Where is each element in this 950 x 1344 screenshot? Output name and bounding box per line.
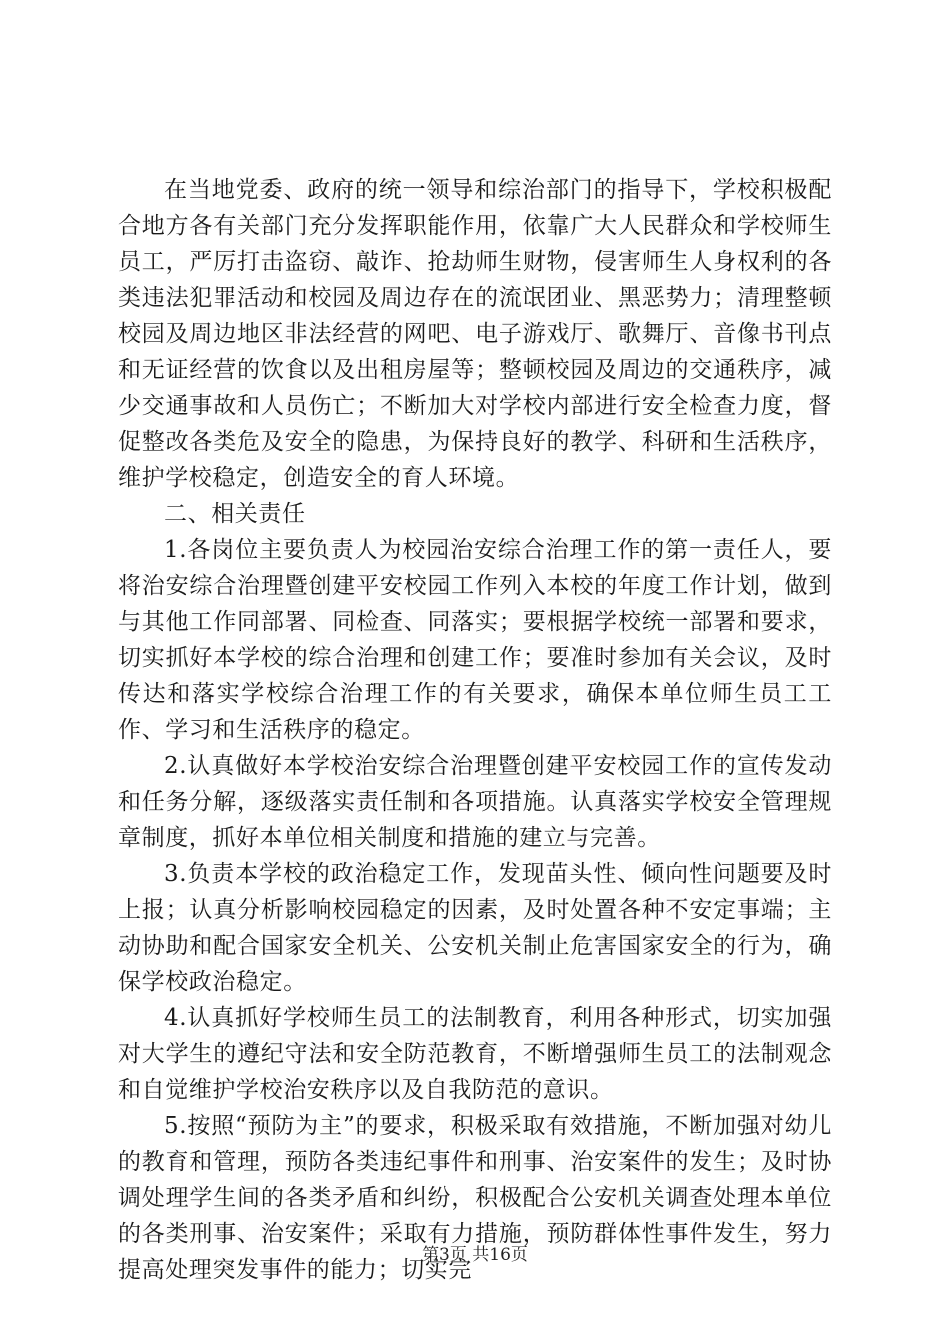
- body-paragraph: 1.各岗位主要负责人为校园治安综合治理工作的第一责任人，要将治安综合治理暨创建平安校园工作列入本校的年度工作计划，做到与其他工作同部署、同检查、同落实；要根据学校统一部署和要求，切实抓好本学校的综合治理和创建工作；要准时参加有关会议，及时传达和落实学校综合治理工作的有关要求，确保本单位师生员工工作、学习和生活秩序的稳定。: [118, 537, 832, 743]
- body-paragraph: 在当地党委、政府的统一领导和综治部门的指导下，学校积极配合地方各有关部门充分发挥职能作用，依靠广大人民群众和学校师生员工，严厉打击盗窃、敲诈、抢劫师生财物，侵害师生人身权利的各类违法犯罪活动和校园及周边存在的流氓团业、黑恶势力；清理整顿校园及周边地区非法经营的网吧、电子游戏厅、歌舞厅、音像书刊点和无证经营的饮食以及出租房屋等；整顿校园及周边的交通秩序，减少交通事故和人员伤亡；不断加大对学校内部进行安全检查力度，督促整改各类危及安全的隐患，为保持良好的教学、科研和生活秩序，维护学校稳定，创造安全的育人环境。: [118, 177, 832, 491]
- body-paragraph: 4.认真抓好学校师生员工的法制教育，利用各种形式，切实加强对大学生的遵纪守法和安全防范教育，不断增强师生员工的法制观念和自觉维护学校治安秩序以及自我防范的意识。: [118, 1005, 832, 1103]
- section-heading: 二、相关责任: [164, 501, 306, 527]
- page-number-footer: 第3页 共16页: [422, 1245, 528, 1265]
- body-paragraph: 2.认真做好本学校治安综合治理暨创建平安校园工作的宣传发动和任务分解，逐级落实责任制和各项措施。认真落实学校安全管理规章制度，抓好本单位相关制度和措施的建立与完善。: [118, 753, 832, 851]
- body-paragraph: 3.负责本学校的政治稳定工作，发现苗头性、倾向性问题要及时上报；认真分析影响校园稳定的因素，及时处置各种不安定事端；主动协助和配合国家安全机关、公安机关制止危害国家安全的行为，确保学校政治稳定。: [118, 861, 832, 995]
- document-body: [118, 172, 832, 1288]
- body-paragraph: 5.按照“预防为主”的要求，积极采取有效措施，不断加强对幼儿的教育和管理，预防各类违纪事件和刑事、治安案件的发生；及时协调处理学生间的各类矛盾和纠纷，积极配合公安机关调查处理本单位的各类刑事、治安案件；采取有力措施，预防群体性事件发生，努力提高处理突发事件的能力；切实完: [118, 1113, 832, 1283]
